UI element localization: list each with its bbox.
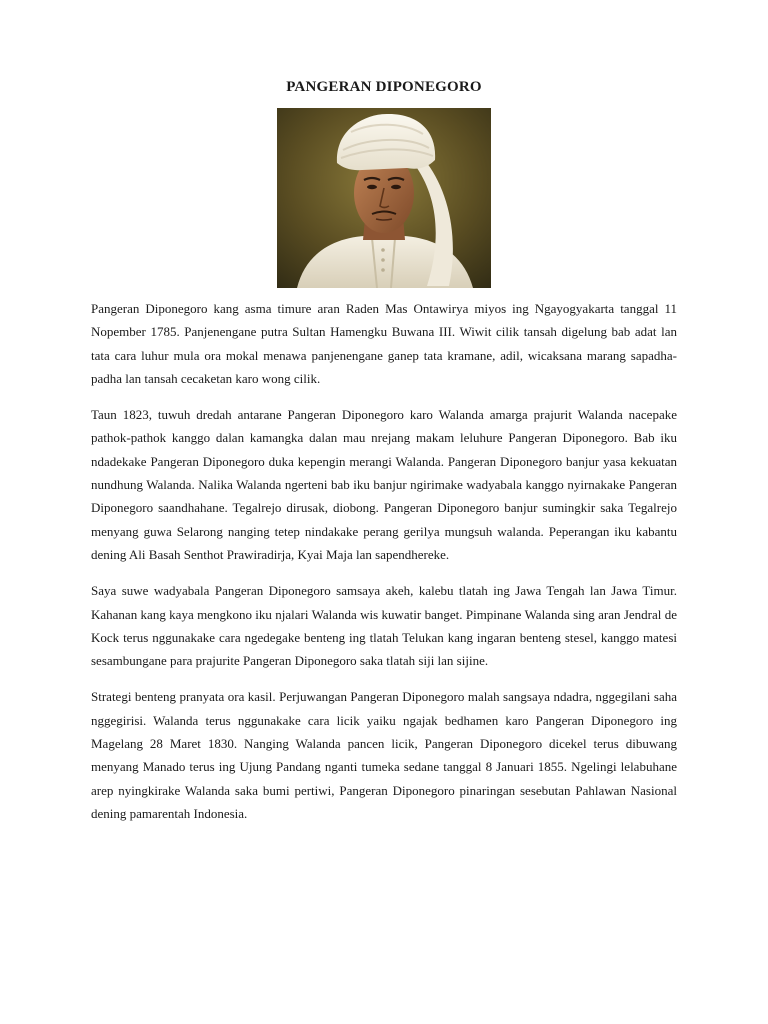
- paragraph-1: Pangeran Diponegoro kang asma timure aran Raden Mas Ontawirya miyos ing Ngayogyakarta tanggal 11 Nopember 1785. Panjenengane putra Sultan Hamengku Buwana III. Wiwit cilik tansah digelung bab adat lan tata cara luhur mula ora mokal menawa panjenengane ganep tata kramane, adil, wicaksana marang sapadha-padha lan tansah cecaketan karo wong cilik.: [91, 301, 677, 386]
- portrait-image: [277, 108, 491, 288]
- document-title: PANGERAN DIPONEGORO: [286, 79, 482, 95]
- portrait-illustration: [277, 108, 491, 288]
- paragraph-3: Saya suwe wadyabala Pangeran Diponegoro samsaya akeh, kalebu tlatah ing Jawa Tengah lan Jawa Timur. Kahanan kang kaya mengkono iku njalari Walanda wis kuwatir banget. Pimpinane Walanda sing aran Jendral de Kock terus nggunakake cara ngedegake benteng ing tlatah Telukan kang ingaran benteng stesel, kanggo matesi sesambungane para prajurite Pangeran Diponegoro saka tlatah siji lan sijine.: [91, 583, 677, 669]
- paragraph-2: Taun 1823, tuwuh dredah antarane Pangeran Diponegoro karo Walanda amarga prajurit Walanda nacepake pathok-pathok kanggo dalan kamangka dalan mau nrejang makam leluhure Pangeran Diponegoro. Bab iku ndadekake Pangeran Diponegoro duka kepengin merangi Walanda. Pangeran Diponegoro banjur yasa kekuatan nundhung Walanda. Nalika Walanda ngerteni bab iku banjur ngirimake wadyabala kanggo nyirnakake Pangeran Diponegoro saandhahane. Tegalrejo dirusak, diobong. Pangeran Diponegoro banjur sumingkir saka Tegalrejo menyang guwa Selarong nanging tetep nindakake perang gerilya mungsuh walanda. Peperangan iku kabantu dening Ali Basah Senthot Prawiradirja, Kyai Maja lan sapendhereke.: [91, 407, 677, 562]
- article-body: [91, 297, 677, 838]
- paragraph-4: Strategi benteng pranyata ora kasil. Perjuwangan Pangeran Diponegoro malah sangsaya ndadra, nggegilani saha nggegirisi. Walanda terus nggunakake cara licik yaiku ngajak bedhamen karo Pangeran Diponegoro ing Magelang 28 Maret 1830. Nanging Walanda pancen licik, Pangeran Diponegoro dicekel terus dibuwang menyang Manado terus ing Ujung Pandang nganti tumeka sedane tanggal 8 Januari 1855. Ngelingi lelabuhane arep nyingkirake Walanda saka bumi pertiwi, Pangeran Diponegoro pinaringan sesebutan Pahlawan Nasional dening pamarentah Indonesia.: [91, 689, 677, 821]
